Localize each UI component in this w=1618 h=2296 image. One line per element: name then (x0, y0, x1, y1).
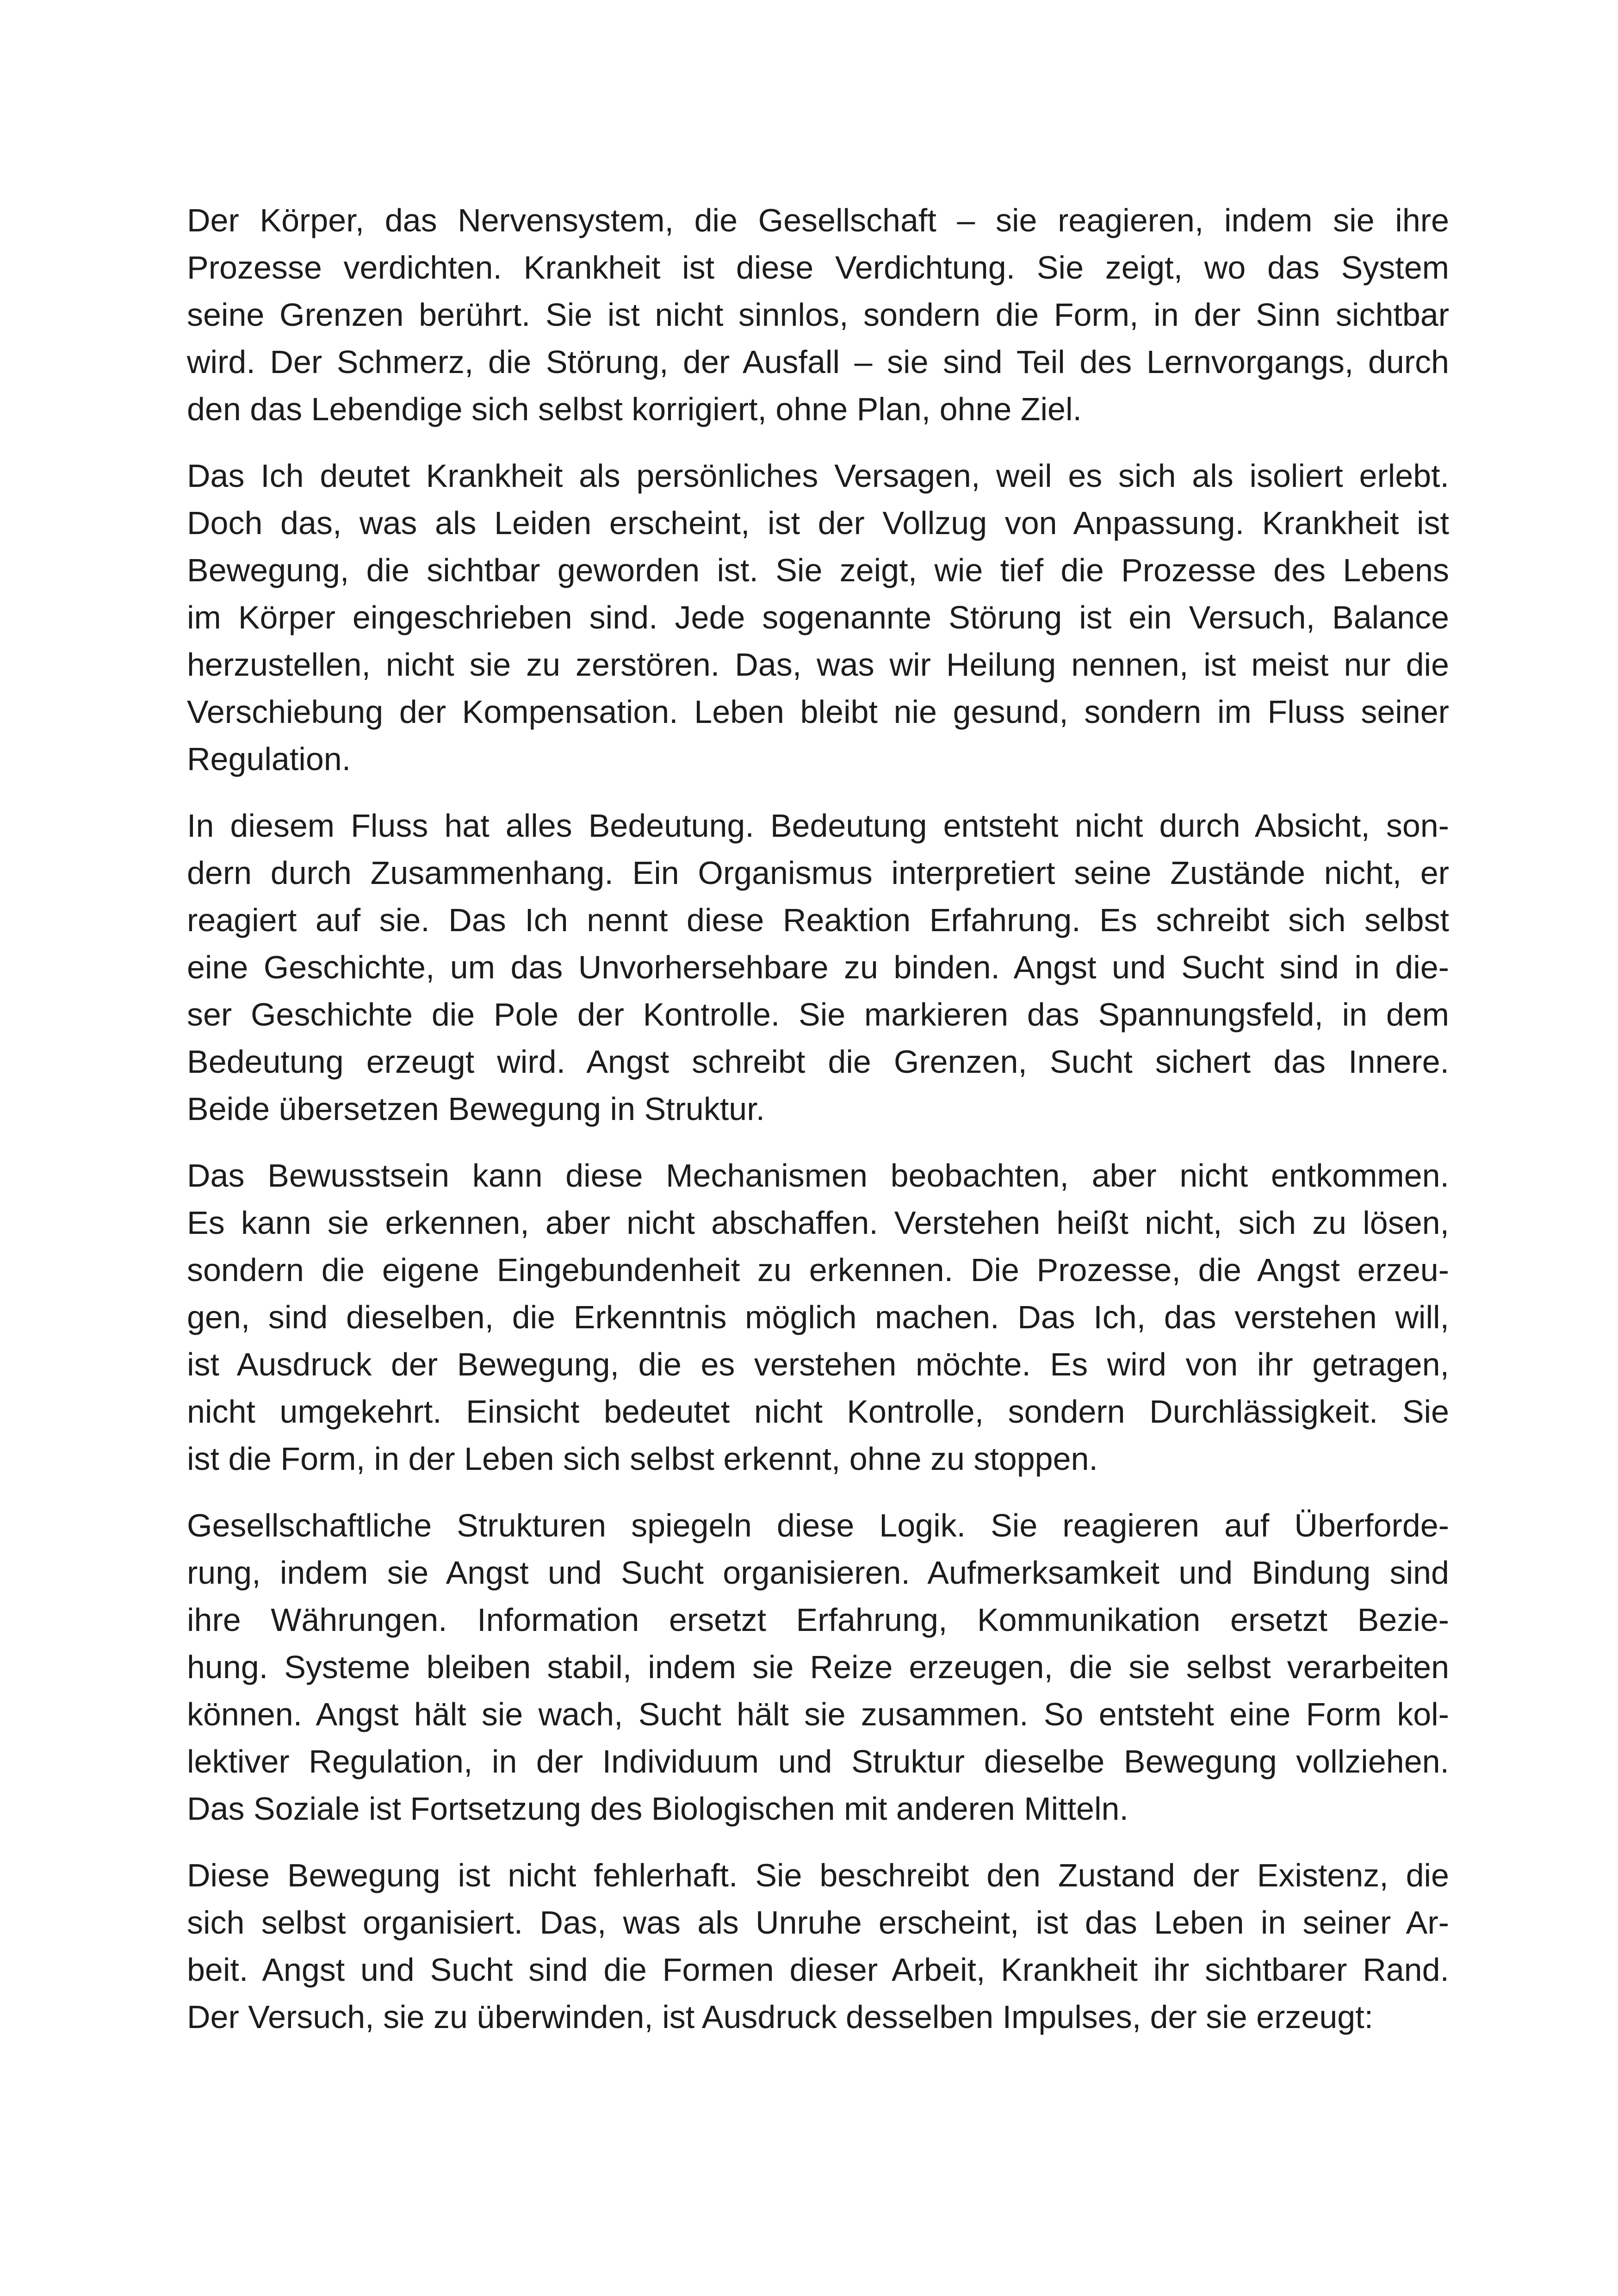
text-line: nicht umgekehrt. Einsicht bedeutet nicht Kontrolle, sondern Durchlässigkeit. Sie (187, 1394, 1449, 1430)
text-line: herzustellen, nicht sie zu zerstören. Das, was wir Heilung nennen, ist meist nur die (187, 647, 1449, 683)
text-line: rung, indem sie Angst und Sucht organisieren. Aufmerksamkeit und Bindung sind (187, 1555, 1449, 1591)
paragraph (187, 197, 1449, 433)
text-line: Bedeutung erzeugt wird. Angst schreibt die Grenzen, Sucht sichert das Innere. (187, 1044, 1449, 1080)
text-line: dern durch Zusammenhang. Ein Organismus interpretiert seine Zustände nicht, er (187, 855, 1449, 891)
text-line: gen, sind dieselben, die Erkenntnis möglich machen. Das Ich, das verstehen will, (187, 1299, 1449, 1335)
paragraph (187, 452, 1449, 783)
text-line: Doch das, was als Leiden erscheint, ist der Vollzug von Anpassung. Krankheit ist (187, 505, 1449, 541)
text-line: können. Angst hält sie wach, Sucht hält sie zusammen. So entsteht eine Form kol- (187, 1696, 1449, 1732)
text-line: Es kann sie erkennen, aber nicht abschaffen. Verstehen heißt nicht, sich zu lösen, (187, 1205, 1449, 1241)
text-line: sondern die eigene Eingebundenheit zu erkennen. Die Prozesse, die Angst erzeu- (187, 1252, 1449, 1288)
text-line: Gesellschaftliche Strukturen spiegeln diese Logik. Sie reagieren auf Überforde- (187, 1507, 1449, 1543)
text-line: ser Geschichte die Pole der Kontrolle. Sie markieren das Spannungsfeld, in dem (187, 996, 1449, 1033)
paragraph (187, 1502, 1449, 1832)
text-line: Verschiebung der Kompensation. Leben bleibt nie gesund, sondern im Fluss seiner (187, 694, 1449, 730)
text-line: hung. Systeme bleiben stabil, indem sie Reize erzeugen, die sie selbst verarbeiten (187, 1649, 1449, 1685)
text-line: Das Soziale ist Fortsetzung des Biologischen mit anderen Mitteln. (187, 1791, 1128, 1827)
text-line: seine Grenzen berührt. Sie ist nicht sinnlos, sondern die Form, in der Sinn sichtbar (187, 297, 1449, 333)
text-line: Diese Bewegung ist nicht fehlerhaft. Sie beschreibt den Zustand der Existenz, die (187, 1857, 1449, 1893)
body-text (187, 197, 1449, 2060)
text-line: Prozesse verdichten. Krankheit ist diese Verdichtung. Sie zeigt, wo das System (187, 249, 1449, 286)
text-line: wird. Der Schmerz, die Störung, der Ausfall – sie sind Teil des Lernvorgangs, durch (187, 344, 1449, 380)
text-line: den das Lebendige sich selbst korrigiert, ohne Plan, ohne Ziel. (187, 391, 1082, 427)
paragraph (187, 1152, 1449, 1482)
text-line: Beide übersetzen Bewegung in Struktur. (187, 1091, 765, 1127)
text-line: Der Versuch, sie zu überwinden, ist Ausdruck desselben Impulses, der sie erzeugt: (187, 1999, 1374, 2035)
text-line: sich selbst organisiert. Das, was als Unruhe erscheint, ist das Leben in seiner Ar- (187, 1904, 1449, 1941)
text-line: Bewegung, die sichtbar geworden ist. Sie zeigt, wie tief die Prozesse des Lebens (187, 552, 1449, 588)
text-line: im Körper eingeschrieben sind. Jede sogenannte Störung ist ein Versuch, Balance (187, 599, 1449, 635)
paragraph (187, 802, 1449, 1132)
text-line: In diesem Fluss hat alles Bedeutung. Bedeutung entsteht nicht durch Absicht, son- (187, 808, 1449, 844)
text-line: lektiver Regulation, in der Individuum und Struktur dieselbe Bewegung vollziehen. (187, 1743, 1449, 1780)
text-line: ihre Währungen. Information ersetzt Erfahrung, Kommunikation ersetzt Bezie- (187, 1602, 1449, 1638)
text-line: ist die Form, in der Leben sich selbst erkennt, ohne zu stoppen. (187, 1441, 1098, 1477)
text-line: ist Ausdruck der Bewegung, die es verstehen möchte. Es wird von ihr getragen, (187, 1346, 1449, 1382)
text-line: Der Körper, das Nervensystem, die Gesellschaft – sie reagieren, indem sie ihre (187, 202, 1449, 238)
text-line: Regulation. (187, 741, 351, 777)
text-line: beit. Angst und Sucht sind die Formen dieser Arbeit, Krankheit ihr sichtbarer Rand. (187, 1952, 1449, 1988)
text-line: Das Bewusstsein kann diese Mechanismen beobachten, aber nicht entkommen. (187, 1157, 1449, 1194)
text-line: reagiert auf sie. Das Ich nennt diese Reaktion Erfahrung. Es schreibt sich selbst (187, 902, 1449, 938)
text-line: Das Ich deutet Krankheit als persönliches Versagen, weil es sich als isoliert erlebt. (187, 458, 1449, 494)
paragraph (187, 1852, 1449, 2041)
text-line: eine Geschichte, um das Unvorhersehbare zu binden. Angst und Sucht sind in die- (187, 949, 1449, 985)
